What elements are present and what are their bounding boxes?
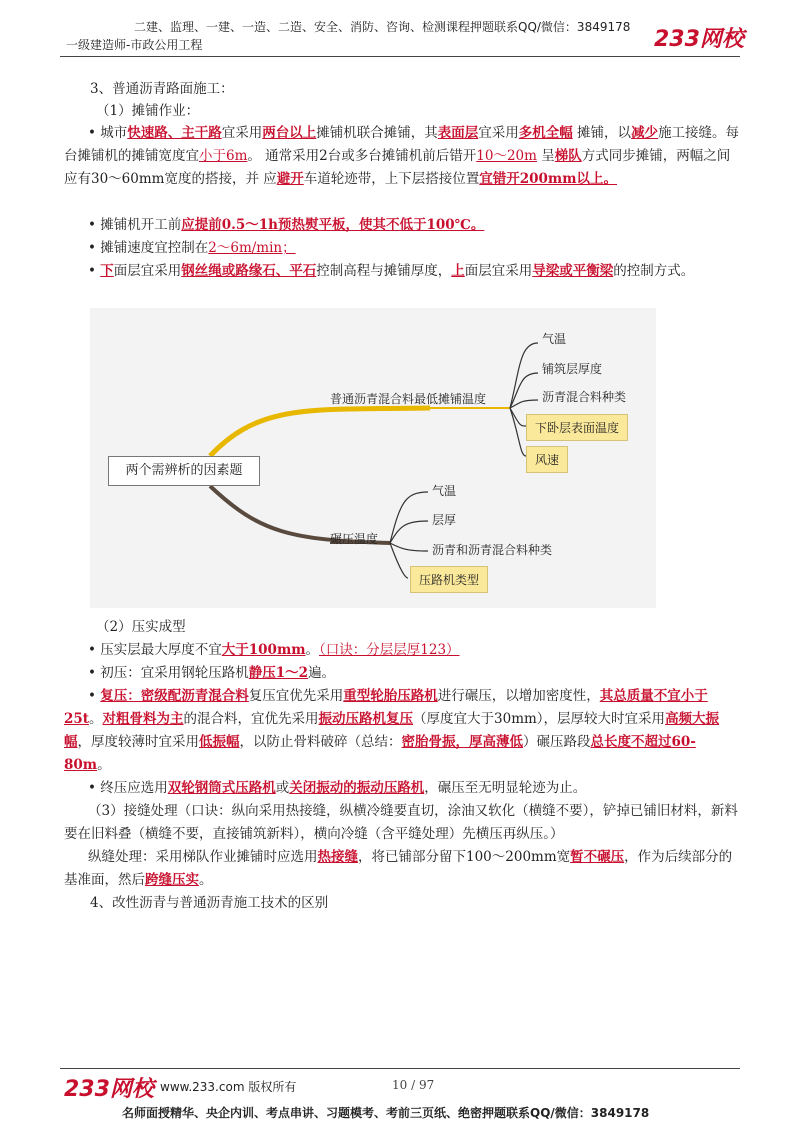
mind-map-leaf: 铺筑层厚度 bbox=[542, 362, 603, 376]
paving-paragraph-3: • 摊铺速度宜控制在2～6m/min； bbox=[64, 237, 742, 260]
mind-map-leaf: 沥青混合料种类 bbox=[542, 390, 627, 404]
mind-map-highlight-box: 下卧层表面温度 bbox=[526, 414, 628, 441]
compaction-title: （2）压实成型 bbox=[96, 619, 186, 635]
mind-map-highlight-box: 压路机类型 bbox=[410, 566, 488, 593]
section-4-title: 4、改性沥青与普通沥青施工技术的区别 bbox=[90, 895, 329, 911]
footer-divider bbox=[60, 1068, 740, 1069]
section-3-title: 3、普通沥青路面施工： bbox=[90, 81, 234, 97]
footer-contact: 名师面授精华、央企内训、考点串讲、习题模考、考前三页纸、绝密押题联系QQ/微信：3849178 bbox=[122, 1106, 650, 1120]
compaction-paragraph-2: • 初压：宜采用钢轮压路机静压1～2遍。 bbox=[64, 662, 742, 685]
compaction-paragraph-1: • 压实层最大厚度不宜大于100mm。（口诀：分层层厚123） bbox=[64, 639, 742, 662]
compaction-paragraph-3: • 复压：密级配沥青混合料复压宜优先采用重型轮胎压路机进行碾压，以增加密度性，其总质量不宜小于25t。对粗骨料为主的混合料，宜优先采用振动压路机复压（厚度宜大于30mm），层厚较大时宜采用高频大振幅，厚度较薄时宜采用低振幅，以防止骨料破碎（总结：密胎骨振，厚高薄低）碾压路段总长度不超过60-80m。 bbox=[64, 685, 742, 777]
paving-title: （1）摊铺作业： bbox=[96, 103, 200, 119]
mind-map-leaf: 沥青和沥青混合料种类 bbox=[432, 543, 553, 557]
footer-logo: 233网校 bbox=[64, 1077, 154, 1102]
joint-paragraph: （3）接缝处理（口诀：纵向采用热接缝，纵横冷缝要直切，涂油又软化（横缝不要），铲掉已铺旧材料，新料要在旧料叠（横缝不要，直接铺筑新料），横向冷缝（含平缝处理）先横压再纵压。） bbox=[64, 803, 738, 842]
mind-map bbox=[90, 308, 656, 608]
mind-map-highlight-box: 风速 bbox=[526, 446, 568, 473]
paving-paragraph-2: • 摊铺机开工前应提前0.5～1h预热熨平板，使其不低于100℃。 bbox=[64, 214, 742, 237]
mind-map-center: 两个需辨析的因素题 bbox=[108, 456, 260, 486]
mind-map-leaf: 气温 bbox=[542, 332, 567, 346]
compaction-paragraph-4: • 终压应选用双轮钢筒式压路机或关闭振动的振动压路机，碾压至无明显轮迹为止。 bbox=[64, 777, 742, 800]
mind-map-branch-2: 碾压温度 bbox=[330, 532, 379, 546]
page-number: 10 / 97 bbox=[392, 1078, 435, 1092]
paving-paragraph-1: • 城市快速路、主干路宜采用两台以上摊铺机联合摊铺，其表面层宜采用多机全幅 摊铺，以减少施工接缝。每台摊铺机的摊铺宽度宜小于6m。 通常采用2台或多台摊铺机前后错开10～20m 呈梯队方式同步摊铺，两幅之间应有30～60mm宽度的搭接，并 应避开车道轮迹带，上下层搭接位置宜错开200mm以上。 bbox=[64, 122, 742, 191]
longitudinal-joint-paragraph: 纵缝处理：采用梯队作业摊铺时应选用热接缝，将已铺部分留下100～200mm宽暂不碾压，作为后续部分的基准面，然后跨缝压实。 bbox=[64, 849, 733, 888]
brand-logo: 233网校 bbox=[654, 27, 744, 52]
mind-map-leaf: 气温 bbox=[432, 484, 457, 498]
mind-map-leaf: 层厚 bbox=[432, 513, 457, 527]
paving-paragraph-4: • 下面层宜采用钢丝绳或路缘石、平石控制高程与摊铺厚度，上面层宜采用导梁或平衡梁的控制方式。 bbox=[64, 260, 742, 283]
header-contact: 二建、监理、一建、一造、二造、安全、消防、咨询、检测课程押题联系QQ/微信：3849178 bbox=[134, 20, 631, 34]
footer-copyright: www.233.com 版权所有 bbox=[160, 1080, 297, 1094]
mind-map-branch-1: 普通沥青混合料最低摊铺温度 bbox=[330, 392, 487, 406]
header-divider bbox=[60, 56, 740, 57]
header-subject: 一级建造师-市政公用工程 bbox=[66, 38, 203, 52]
